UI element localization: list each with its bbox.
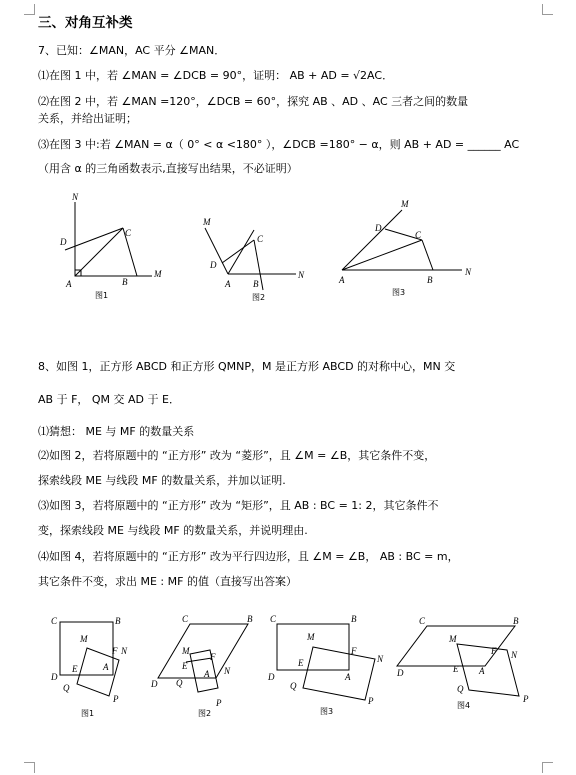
label-p: P: [368, 696, 374, 706]
label-c: C: [419, 616, 426, 626]
label-c: C: [270, 614, 277, 624]
label-a: A: [204, 669, 210, 679]
label-b: B: [247, 614, 253, 624]
q8-part2-line1: ⑵如图 2，若将原题中的 “正方形” 改为 “菱形”，且 ∠M = ∠B，其它条件不变，: [38, 449, 436, 462]
q8-part1: ⑴猜想： ME 与 MF 的数量关系: [38, 425, 195, 438]
q8-part3-line1: ⑶如图 3，若将原题中的 “正方形” 改为 “矩形”，且 AB : BC = 1: 2，其它条件不: [38, 499, 439, 512]
figure-caption: 图1: [95, 291, 109, 300]
label-a: A: [66, 279, 72, 289]
label-b: B: [122, 277, 128, 287]
label-p: P: [523, 694, 529, 704]
label-c: C: [125, 228, 132, 238]
label-m: M: [449, 634, 457, 644]
q7-part3: ⑶在图 3 中:若 ∠MAN = α（ 0° < α <180° ），∠DCB =180° − α，则 AB + AD = ______ AC: [38, 138, 520, 151]
label-a: A: [339, 275, 345, 285]
label-m: M: [203, 217, 211, 227]
label-d: D: [210, 260, 217, 270]
q7-figure-2: [192, 210, 317, 305]
figure-caption: 图3: [392, 288, 406, 297]
label-n: N: [72, 192, 79, 202]
label-n: N: [465, 267, 472, 277]
label-n: N: [377, 654, 384, 664]
page-corner-mark: [542, 762, 553, 773]
q8-part2-line2: 探索线段 ME 与线段 MF 的数量关系，并加以证明.: [38, 474, 286, 487]
label-b: B: [115, 616, 121, 626]
label-c: C: [415, 230, 422, 240]
label-a: A: [345, 672, 351, 682]
section-heading: 三、对角互补类: [38, 15, 133, 31]
q8-figure-1: [45, 610, 140, 720]
figure-caption: 图2: [198, 709, 212, 718]
label-n: N: [298, 270, 305, 280]
q8-figure-3: [265, 610, 390, 720]
label-q: Q: [290, 681, 297, 691]
label-q: Q: [176, 678, 183, 688]
label-d: D: [375, 223, 382, 233]
label-a: A: [103, 662, 109, 672]
q8-figure-2: [148, 610, 253, 720]
label-q: Q: [63, 683, 70, 693]
label-a: A: [225, 279, 231, 289]
q7-figure-3: [330, 195, 490, 305]
label-n: N: [121, 646, 128, 656]
label-d: D: [268, 672, 275, 682]
label-e: E: [182, 661, 188, 671]
label-d: D: [51, 672, 58, 682]
label-m: M: [154, 269, 162, 279]
q7-part2-line2: 关系，并给出证明；: [38, 112, 137, 125]
figure-caption: 图1: [81, 709, 95, 718]
q7-figure-1: [50, 190, 175, 305]
label-f: F: [210, 652, 216, 662]
page-corner-mark: [542, 4, 553, 15]
q7-part2-line1: ⑵在图 2 中，若 ∠MAN =120°，∠DCB = 60°，探究 AB 、AD 、AC 三者之间的数量: [38, 95, 469, 108]
label-e: E: [453, 664, 459, 674]
label-d: D: [151, 679, 158, 689]
label-m: M: [401, 199, 409, 209]
label-p: P: [216, 698, 222, 708]
label-q: Q: [457, 684, 464, 694]
label-e: E: [72, 664, 78, 674]
label-b: B: [427, 275, 433, 285]
q8-part3-line2: 变，探索线段 ME 与线段 MF 的数量关系，并说明理由.: [38, 524, 308, 537]
q7-note: （用含 α 的三角函数表示,直接写出结果，不必证明）: [38, 162, 298, 175]
label-n: N: [511, 650, 518, 660]
q7-stem: 7、已知：∠MAN，AC 平分 ∠MAN．: [38, 44, 226, 57]
page-corner-mark: [24, 762, 35, 773]
label-m: M: [182, 646, 190, 656]
label-f: F: [112, 646, 118, 656]
label-a: A: [479, 666, 485, 676]
q7-part1: ⑴在图 1 中，若 ∠MAN = ∠DCB = 90°，证明： AB + AD = √2AC．: [38, 69, 394, 82]
label-f: F: [351, 646, 357, 656]
q8-stem-line1: 8、如图 1，正方形 ABCD 和正方形 QMNP，M 是正方形 ABCD 的对称中心，MN 交: [38, 360, 456, 373]
label-p: P: [113, 694, 119, 704]
label-d: D: [397, 668, 404, 678]
label-b: B: [513, 616, 519, 626]
label-b: B: [351, 614, 357, 624]
label-d: D: [60, 237, 67, 247]
label-m: M: [80, 634, 88, 644]
q8-part4-line2: 其它条件不变，求出 ME : MF 的值（直接写出答案）: [38, 575, 297, 588]
figure-caption: 图4: [457, 701, 471, 710]
q8-figure-4: [395, 610, 545, 720]
figure-caption: 图2: [252, 293, 266, 302]
label-n: N: [224, 666, 231, 676]
label-m: M: [307, 632, 315, 642]
label-c: C: [257, 234, 264, 244]
label-f: F: [491, 646, 497, 656]
figure-caption: 图3: [320, 707, 334, 716]
label-b: B: [253, 279, 259, 289]
label-c: C: [51, 616, 58, 626]
label-c: C: [182, 614, 189, 624]
label-e: E: [298, 658, 304, 668]
q8-part4-line1: ⑷如图 4，若将原题中的 “正方形” 改为平行四边形，且 ∠M = ∠B， AB : BC = m，: [38, 550, 459, 563]
page-corner-mark: [24, 4, 35, 15]
q8-stem-line2: AB 于 F， QM 交 AD 于 E．: [38, 393, 180, 406]
